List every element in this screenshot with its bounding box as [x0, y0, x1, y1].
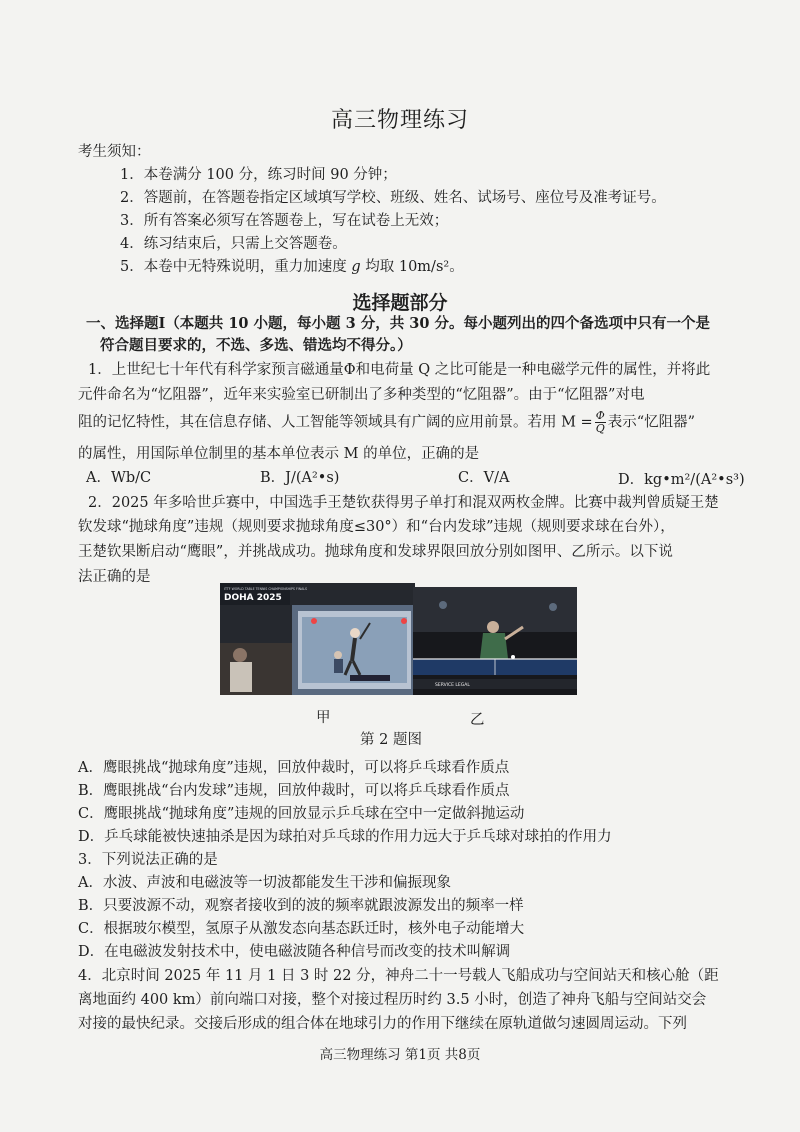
photo-a-banner-text: DOHA 2025 [224, 593, 282, 603]
page-title: 高三物理练习 [330, 108, 469, 133]
q2-stem: 法正确的是 [78, 569, 151, 585]
figure-photo-jia [220, 583, 415, 695]
notice-item: 4．练习结束后，只需上交答题卷。 [120, 236, 347, 252]
q2-option-b: B．鹰眼挑战“台内发球”违规，回放仲裁时，可以将乒乓球看作质点 [78, 783, 510, 799]
q3-option-b: B．只要波源不动，观察者接收到的波的频率就跟波源发出的频率一样 [78, 898, 524, 914]
page-footer: 高三物理练习 第1页 共8页 [319, 1047, 481, 1063]
q3-stem: 3．下列说法正确的是 [78, 852, 218, 868]
q2-option-d: D．乒乓球能被快速抽杀是因为球拍对乒乓球的作用力远大于乒乓球对球拍的作用力 [78, 829, 612, 845]
notice-item: 5．本卷中无特殊说明，重力加速度 g 均取 10m/s²。 [120, 259, 464, 275]
q1-option-a: A．Wb/C [86, 470, 152, 486]
figure-photo-yi [413, 587, 577, 695]
section-instructions: 一、选择题Ⅰ（本题共 10 小题，每小题 3 分，共 30 分。每小题列出的四个备选项中只有一个是 [86, 315, 711, 332]
q4-stem: 4．北京时间 2025 年 11 月 1 日 3 时 22 分，神舟二十一号载人飞船成功与空间站天和核心舱（距 [78, 968, 719, 984]
notice-item: 3．所有答案必须写在答题卷上，写在试卷上无效； [120, 213, 449, 229]
q2-stem: 钦发球“抛球角度”违规（规则要求抛球角度≤30°）和“台内发球”违规（规则要求球在台外）， [78, 519, 675, 535]
q2-stem: 王楚钦果断启动“鹰眼”，并挑战成功。抛球角度和发球界限回放分别如图甲、乙所示。以下说 [78, 544, 673, 560]
notice-heading: 考生须知： [78, 144, 151, 160]
q4-stem: 离地面约 400 km）前向端口对接，整个对接过程历时约 3.5 小时，创造了神舟飞船与空间站交会 [78, 992, 707, 1008]
q3-option-d: D．在电磁波发射技术中，使电磁波随各种信号而改变的技术叫解调 [78, 944, 511, 960]
photo-a-small-text: ITTF WORLD TABLE TENNIS CHAMPIONSHIPS FINALS [224, 587, 308, 591]
q2-option-a: A．鹰眼挑战“抛球角度”违规，回放仲裁时，可以将乒乓球看作质点 [78, 760, 510, 776]
q1-stem: 元件命名为“忆阻器”，近年来实验室已研制出了多种类型的“忆阻器”。由于“忆阻器”对电 [78, 387, 645, 403]
q1-stem: 阻的记忆特性，其在信息存储、人工智能等领域具有广阔的应用前景。若用 M = $\frac{\Phi}{Q}$ 表示“忆阻器” [78, 409, 696, 435]
q1-stem: 的属性，用国际单位制里的基本单位表示 M 的单位，正确的是 [78, 446, 480, 462]
section-instructions: 符合题目要求的，不选、多选、错选均不得分。） [100, 337, 412, 354]
q1-stem: 1．上世纪七十年代有科学家预言磁通量Φ和电荷量 Q 之比可能是一种电磁学元件的属性，并将此 [88, 362, 711, 378]
notice-item: 2．答题前，在答题卷指定区域填写学校、班级、姓名、试场号、座位号及准考证号。 [120, 190, 666, 206]
q1-fraction: $\frac{\Phi}{Q}$ [595, 409, 605, 435]
figure-label-yi: 乙 [470, 712, 485, 728]
q2-option-c: C．鹰眼挑战“抛球角度”违规的回放显示乒乓球在空中一定做斜抛运动 [78, 806, 525, 822]
section-title: 选择题部分 [352, 292, 448, 314]
figure-caption: 第 2 题图 [360, 732, 422, 748]
q1-option-c: C．V/A [458, 470, 510, 486]
photo-b-banner-text: SERVICE LEGAL [435, 683, 470, 688]
q2-stem: 2．2025 年多哈世乒赛中，中国选手王楚钦获得男子单打和混双两枚金牌。比赛中裁判曾质疑王楚 [88, 495, 719, 511]
q1-option-d: D．kg•m²/(A²•s³) [618, 472, 745, 488]
figure-label-jia: 甲 [316, 710, 331, 726]
q3-option-c: C．根据玻尔模型，氢原子从激发态向基态跃迁时，核外电子动能增大 [78, 921, 525, 937]
q3-option-a: A．水波、声波和电磁波等一切波都能发生干涉和偏振现象 [78, 875, 451, 891]
notice-item: 1．本卷满分 100 分，练习时间 90 分钟； [120, 167, 397, 183]
q1-option-b: B．J/(A²•s) [260, 470, 340, 486]
q4-stem: 对接的最快纪录。交接后形成的组合体在地球引力的作用下继续在原轨道做匀速圆周运动。下列 [78, 1016, 687, 1032]
